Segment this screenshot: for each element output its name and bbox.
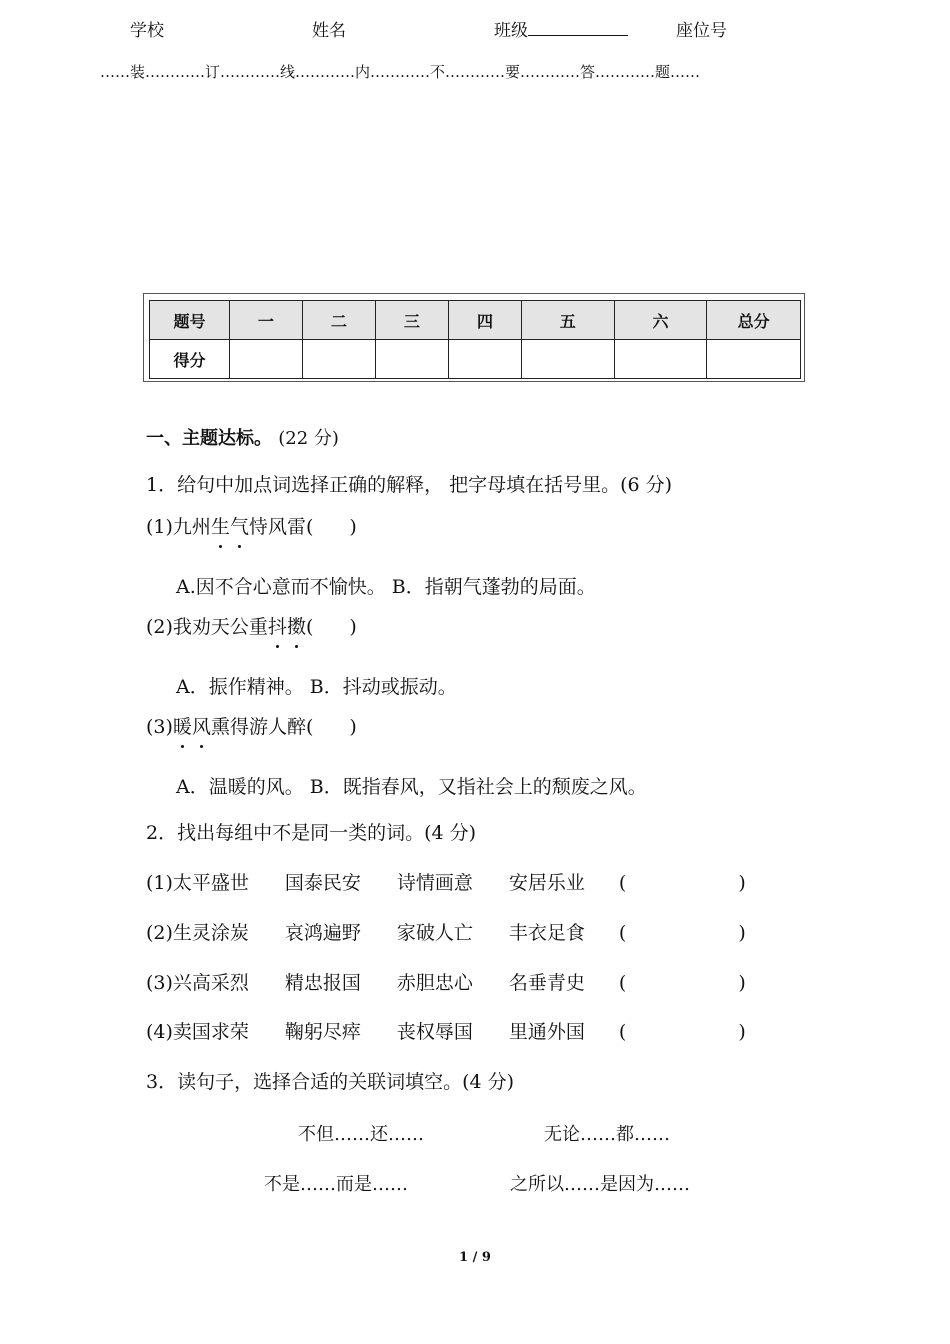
word: 安居乐业 — [508, 872, 585, 894]
class-field[interactable] — [494, 16, 628, 41]
score-row-label: 得分 — [150, 340, 230, 379]
score-table-header-row — [150, 301, 801, 340]
score-input-cell[interactable] — [229, 340, 302, 379]
score-header-cell: 总分 — [707, 301, 801, 340]
word: 里通外国 — [508, 1021, 585, 1043]
word: 兴高采烈 — [172, 972, 249, 994]
score-header-cell: 题号 — [150, 301, 230, 340]
question-1-stem: 1．给句中加点词选择正确的解释， 把字母填在括号里。(6 分) — [146, 474, 673, 496]
close-paren: ) — [738, 972, 746, 994]
word: 太平盛世 — [172, 872, 249, 894]
binding-cut-line: ……装…………订…………线…………内…………不…………要…………答…………题…… — [100, 63, 701, 81]
close-paren: ) — [738, 922, 746, 944]
score-input-cell[interactable] — [614, 340, 707, 379]
word: 丰衣足食 — [508, 922, 585, 944]
question-1-item-2 — [146, 615, 357, 639]
word: 哀鸿遍野 — [284, 922, 361, 944]
word: 卖国求荣 — [172, 1021, 249, 1043]
score-header-cell: 五 — [521, 301, 614, 340]
row-number: (4) — [146, 1021, 173, 1043]
score-table-score-row — [150, 340, 801, 379]
score-input-cell[interactable] — [375, 340, 448, 379]
question-1-item-3 — [146, 715, 357, 739]
question-2-row — [146, 921, 746, 945]
item-text: 熏得游人醉( — [210, 716, 314, 738]
conjunction-option: 不是……而是…… — [264, 1174, 408, 1195]
row-number: (2) — [146, 922, 173, 944]
question-1-item-2-options: A．振作精神。 B．抖动或振动。 — [176, 676, 457, 698]
item-close-paren: ) — [349, 716, 357, 738]
score-header-cell: 四 — [448, 301, 521, 340]
word: 名垂青史 — [508, 972, 585, 994]
question-1-item-1 — [146, 515, 357, 539]
section-points: (22 分) — [278, 428, 339, 449]
score-input-cell[interactable] — [521, 340, 614, 379]
item-text: (1)九州 — [146, 516, 211, 538]
score-header-cell: 三 — [375, 301, 448, 340]
name-label: 姓名 — [312, 21, 346, 41]
word: 精忠报国 — [284, 972, 361, 994]
open-paren: ( — [618, 872, 627, 894]
question-1-item-3-options: A．温暖的风。 B．既指春风，又指社会上的颓废之风。 — [176, 776, 647, 798]
item-close-paren: ) — [349, 516, 357, 538]
section-title-text: 一、主题达标。 — [146, 428, 272, 449]
conjunction-option: 不但……还…… — [298, 1124, 424, 1145]
word: 赤胆忠心 — [396, 972, 473, 994]
close-paren: ) — [738, 872, 746, 894]
word: 丧权辱国 — [396, 1021, 473, 1043]
question-2-row — [146, 1020, 746, 1044]
open-paren: ( — [618, 972, 627, 994]
score-input-cell[interactable] — [302, 340, 375, 379]
open-paren: ( — [618, 922, 627, 944]
conjunction-option: 之所以……是因为…… — [510, 1174, 690, 1195]
close-paren: ) — [738, 1021, 746, 1043]
conjunction-option: 无论……都…… — [544, 1124, 670, 1145]
class-blank[interactable] — [528, 19, 628, 36]
word: 诗情画意 — [396, 872, 473, 894]
word: 家破人亡 — [396, 922, 473, 944]
word: 生灵涂炭 — [172, 922, 249, 944]
question-2-stem: 2．找出每组中不是同一类的词。(4 分) — [146, 822, 477, 844]
open-paren: ( — [618, 1021, 627, 1043]
item-text: 恃风雷( — [248, 516, 314, 538]
item-close-paren: ) — [349, 616, 357, 638]
question-2-row — [146, 971, 746, 995]
item-text: (2)我劝天公重 — [146, 616, 268, 638]
dotted-char: 风 — [191, 716, 211, 738]
class-label: 班级 — [494, 21, 528, 41]
score-table — [149, 300, 801, 379]
score-input-cell[interactable] — [448, 340, 521, 379]
row-number: (3) — [146, 972, 173, 994]
score-input-cell[interactable] — [707, 340, 801, 379]
score-header-cell: 一 — [229, 301, 302, 340]
dotted-char: 气 — [229, 516, 249, 538]
row-number: (1) — [146, 872, 173, 894]
score-header-cell: 六 — [614, 301, 707, 340]
word: 国泰民安 — [284, 872, 361, 894]
school-label: 学校 — [130, 21, 164, 41]
item-text: (3) — [146, 716, 173, 738]
item-text: ( — [305, 616, 314, 638]
dotted-char: 抖 — [267, 616, 287, 638]
word: 鞠躬尽瘁 — [284, 1021, 361, 1043]
dotted-char: 生 — [210, 516, 230, 538]
score-header-cell: 二 — [302, 301, 375, 340]
question-2-row — [146, 871, 746, 895]
page-number: 1 / 9 — [459, 1250, 491, 1265]
seat-label: 座位号 — [676, 21, 727, 41]
section-title — [146, 424, 339, 450]
dotted-char: 暖 — [172, 716, 192, 738]
question-3-stem: 3．读句子，选择合适的关联词填空。(4 分) — [146, 1071, 515, 1093]
dotted-char: 擞 — [286, 616, 306, 638]
question-1-item-1-options: A.因不合心意而不愉快。 B．指朝气蓬勃的局面。 — [176, 576, 596, 598]
